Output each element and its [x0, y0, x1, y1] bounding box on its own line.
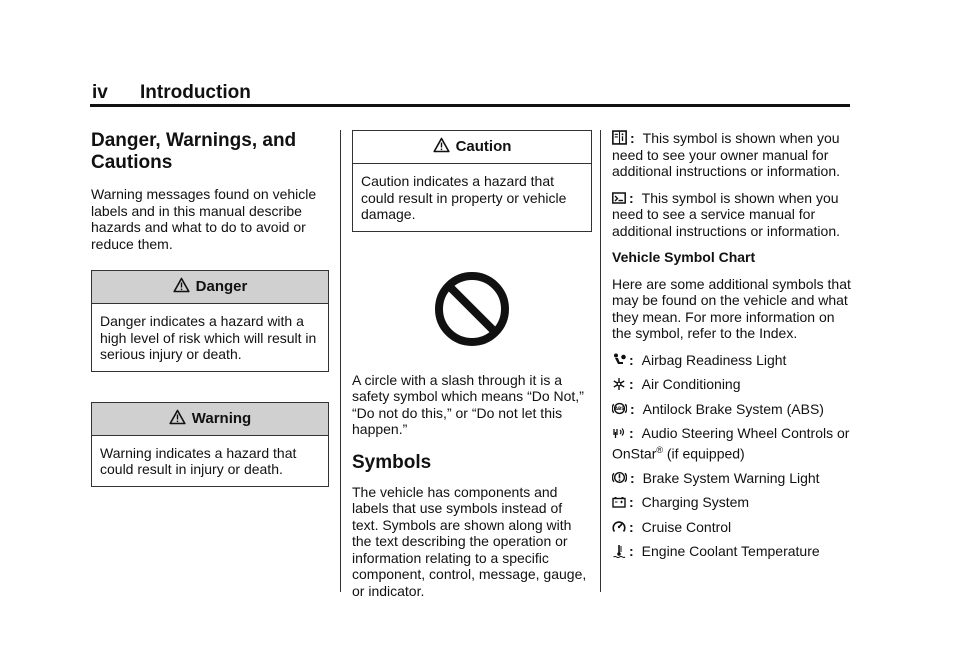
- caution-text: Caution indicates a hazard that could result in property or vehicle damage.: [361, 173, 567, 222]
- cruise-control-icon: [612, 520, 626, 534]
- symbols-paragraph: The vehicle has components and labels that use symbols instead of text. Symbols are shown along with the text describing the operation or information relating to a specific component, control, message, gauge, or indicator.: [352, 483, 587, 599]
- warning-box-header: [92, 403, 328, 436]
- caution-box-header: [353, 131, 591, 164]
- symbol-item-coolant: [612, 543, 852, 560]
- warning-title: Warning: [191, 409, 252, 427]
- symbol-colon: :: [629, 351, 634, 368]
- column-1: [91, 130, 329, 505]
- owner-manual-entry: [612, 130, 852, 180]
- symbol-colon: :: [630, 400, 635, 417]
- danger-box: [91, 270, 329, 372]
- warning-triangle-icon: [433, 137, 450, 153]
- symbol-item-ac: [612, 376, 852, 393]
- registered-mark: ®: [656, 444, 663, 455]
- danger-title: Danger: [195, 278, 248, 295]
- abs-label: Antilock Brake System (ABS): [642, 400, 824, 417]
- steering-wheel-audio-icon: [612, 426, 626, 440]
- section-title: Introduction: [140, 82, 251, 103]
- do-not-symbol-icon: [433, 270, 511, 348]
- warning-triangle-icon: [169, 409, 186, 425]
- cruise-label: Cruise Control: [641, 518, 732, 535]
- airbag-label: Airbag Readiness Light: [641, 351, 787, 368]
- battery-icon: [612, 495, 626, 509]
- column-divider: [340, 130, 341, 592]
- symbol-colon: :: [629, 425, 634, 441]
- abs-icon: [612, 401, 627, 416]
- symbol-chart-intro: Here are some additional symbols that may be found on the vehicle and what they mean. For more information on the symbol, refer to the Index.: [612, 275, 851, 341]
- audio-label-suffix: (if equipped): [663, 445, 745, 462]
- symbol-item-abs: [612, 401, 852, 418]
- symbol-colon: :: [630, 130, 635, 146]
- section-heading: Danger, Warnings, and Cautions: [91, 130, 297, 173]
- service-manual-entry: [612, 190, 852, 240]
- symbol-colon: :: [629, 189, 634, 206]
- charging-label: Charging System: [641, 494, 750, 511]
- ac-label: Air Conditioning: [641, 376, 741, 392]
- header-rule: [90, 104, 850, 107]
- intro-paragraph: Warning messages found on vehicle labels and in this manual describe hazards and what to do to avoid or reduce them.: [91, 186, 317, 252]
- brake-warning-icon: [612, 470, 627, 485]
- symbol-chart-heading: Vehicle Symbol Chart: [612, 249, 756, 265]
- column-3: [612, 130, 852, 568]
- column-2: [352, 130, 592, 609]
- warning-triangle-icon: [173, 277, 190, 293]
- brake-label: Brake System Warning Light: [642, 469, 820, 486]
- page-number: iv: [92, 82, 108, 103]
- page-header: [92, 82, 251, 104]
- symbol-colon: :: [629, 494, 634, 511]
- airbag-icon: [612, 353, 626, 367]
- symbol-item-charging: [612, 494, 852, 511]
- symbol-colon: :: [629, 518, 634, 535]
- audio-label: Audio Steering Wheel Controls or OnStar: [612, 425, 850, 462]
- symbol-item-brake: [612, 470, 852, 487]
- danger-text: Danger indicates a hazard with a high level of risk which will result in serious injury or death.: [100, 313, 317, 362]
- symbol-item-airbag: [612, 352, 852, 369]
- caution-title: Caution: [455, 138, 512, 155]
- service-manual-text: This symbol is shown when you need to see a service manual for additional instructions or information.: [612, 189, 841, 239]
- coolant-label: Engine Coolant Temperature: [641, 543, 820, 560]
- danger-box-header: [92, 271, 328, 304]
- warning-text: Warning indicates a hazard that could result in injury or death.: [100, 444, 297, 477]
- symbol-colon: :: [629, 543, 634, 560]
- symbol-colon: :: [630, 469, 635, 486]
- slash-symbol-text: A circle with a slash through it is a safety symbol which means “Do Not,” “Do not do this,” or “Do not let this happen.”: [352, 371, 584, 437]
- symbol-item-cruise: [612, 519, 852, 536]
- symbol-item-audio: [612, 425, 852, 462]
- coolant-temperature-icon: [612, 544, 626, 558]
- warning-box: [91, 402, 329, 487]
- svg-text:ABS: ABS: [614, 406, 625, 412]
- caution-box: [352, 130, 592, 232]
- service-manual-icon: [612, 191, 626, 205]
- column-divider: [600, 130, 601, 592]
- symbols-heading: Symbols: [352, 451, 432, 473]
- owner-manual-text: This symbol is shown when you need to see your owner manual for additional instructions or information.: [612, 130, 841, 179]
- snowflake-icon: [612, 377, 626, 391]
- symbol-colon: :: [629, 376, 634, 392]
- owner-manual-icon: [612, 130, 627, 145]
